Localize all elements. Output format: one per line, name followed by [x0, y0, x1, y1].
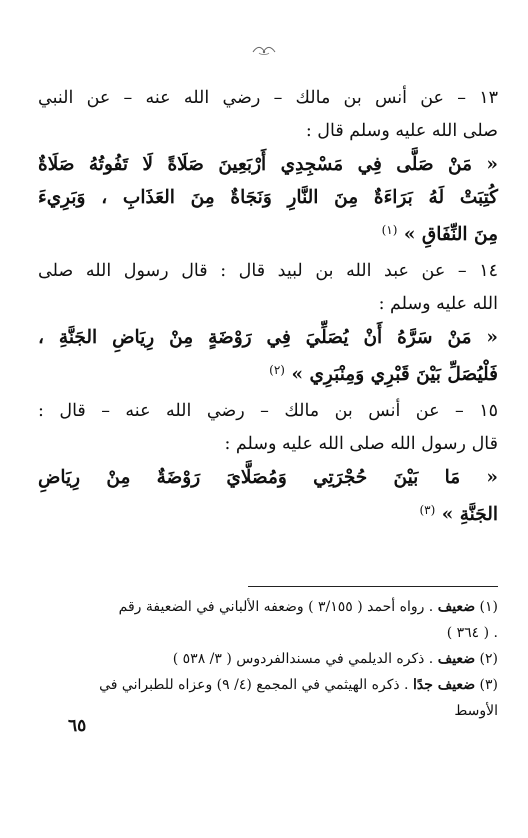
footnote-number: (١) [479, 599, 498, 615]
hadith-14-footnote-ref: (٢) [269, 363, 285, 377]
ornament-icon [0, 44, 528, 60]
footnote-text: . ذكره الهيثمي في المجمع (٤/ ٩) وعزاه للطبراني في [99, 677, 409, 693]
footnote-2-line-1 [38, 646, 498, 672]
ornament-flourish-icon [251, 44, 277, 56]
footnote-3 [38, 672, 498, 724]
hadith-13 [38, 82, 498, 247]
hadith-14-intro-line-1: ١٤ – عن عبد الله بن لبيد قال : قال رسول الله صلى [38, 261, 498, 281]
hadith-14-text-line-2 [38, 354, 498, 387]
hadith-15 [38, 395, 498, 527]
footnote-divider [248, 586, 498, 587]
hadith-13-intro-line-1: ١٣ – عن أنس بن مالك – رضي الله عنه – عن النبي [38, 88, 498, 108]
hadith-14 [38, 255, 498, 387]
footnote-2 [38, 646, 498, 672]
footnote-number: (٢) [479, 651, 498, 667]
hadith-13-intro-line-2: صلى الله عليه وسلم قال : [305, 121, 498, 141]
page-number: ٦٥ [68, 716, 87, 736]
hadith-14-intro-line-2: الله عليه وسلم : [378, 294, 498, 314]
hadith-14-text-tail: فَلْيُصَلِّ بَيْنَ قَبْرِي وَمِنْبَرِي » [291, 364, 498, 385]
hadith-15-footnote-ref: (٣) [419, 503, 436, 517]
footnotes [38, 594, 498, 724]
hadith-15-text-tail: الجَنَّةِ » [441, 504, 498, 525]
footnote-text: . ذكره الديلمي في مسندالفردوس ( ٣/ ٥٣٨ ) [172, 651, 434, 667]
footnote-3-line-2: الأوسط [454, 703, 498, 719]
footnote-3-line-1 [38, 672, 498, 698]
hadith-13-text-line-2: كُتِبَتْ لَهُ بَرَاءَةٌ مِنَ النَّارِ وَنَجَاةٌ مِنَ العَذَابِ ، وَبَرِيءَ [38, 187, 498, 208]
hadith-15-intro-line-2: قال رسول الله صلى الله عليه وسلم : [224, 434, 498, 454]
hadith-15-text-line-2 [38, 494, 498, 527]
footnote-1 [38, 594, 498, 646]
hadith-13-text-line-1: « مَنْ صَلَّى فِي مَسْجِدِي أَرْبَعِينَ صَلَاةً لَا تَفُوتُهُ صَلَاةٌ [38, 154, 498, 175]
footnote-number: (٣) [479, 677, 498, 693]
hadith-14-text-line-1: « مَنْ سَرَّهُ أَنْ يُصَلِّيَ فِي رَوْضَةٍ مِنْ رِيَاضِ الجَنَّةِ ، [38, 327, 498, 348]
footnote-grade: ضعيف [437, 599, 476, 615]
hadith-15-intro-line-1: ١٥ – عن أنس بن مالك – رضي الله عنه – قال : [38, 401, 498, 421]
footnote-text: . رواه أحمد ( ٣/١٥٥ ) وضعفه الألباني في الضعيفة رقم [118, 599, 434, 615]
hadith-15-text-line-1: « مَا بَيْنَ حُجْرَتِي وَمُصَلَّايَ رَوْضَةٌ مِنْ رِيَاضِ [38, 467, 498, 488]
footnote-1-line-1 [38, 594, 498, 620]
main-text [38, 82, 498, 527]
footnote-grade: ضعيف جدًا [412, 677, 476, 693]
footnote-grade: ضعيف [437, 651, 476, 667]
hadith-13-text-line-3 [38, 214, 498, 247]
footnote-1-line-2: . ( ٣٦٤ ) [446, 625, 498, 641]
hadith-13-text-tail: مِنَ النِّفَاقِ » [403, 224, 498, 245]
hadith-13-footnote-ref: (١) [381, 223, 398, 237]
